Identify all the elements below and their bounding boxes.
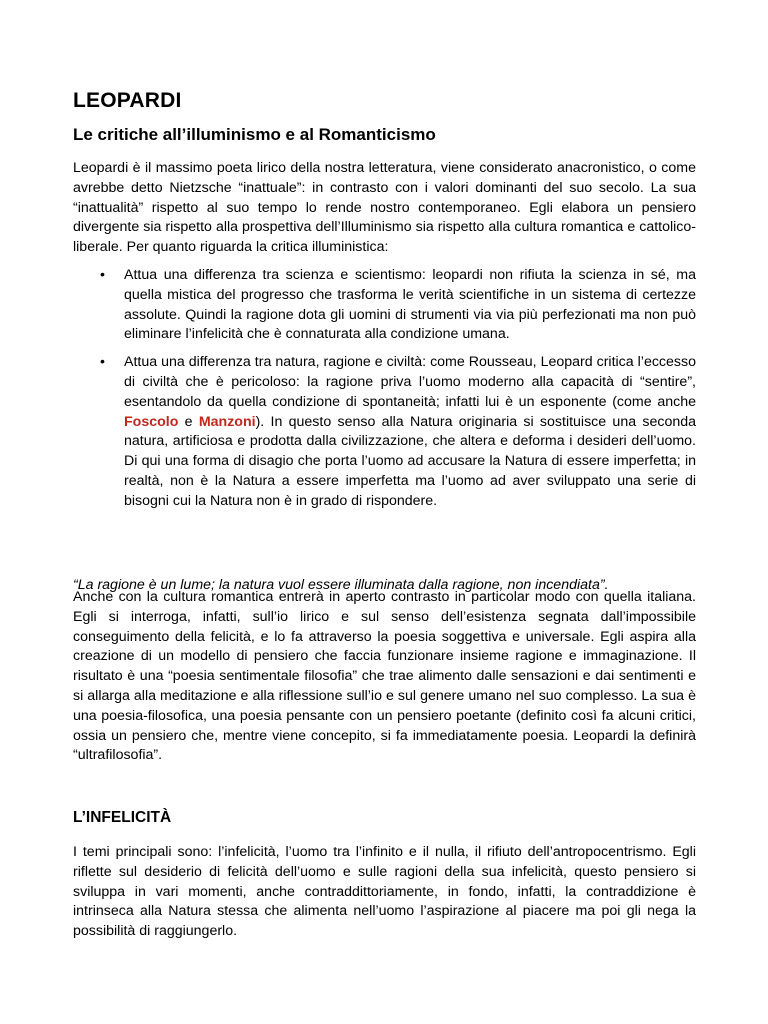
list-item-text: e <box>178 413 199 430</box>
section-subtitle: Le critiche all’illuminismo e al Romanticismo <box>73 125 436 144</box>
bullet-icon: • <box>100 267 105 283</box>
list-item <box>73 266 696 345</box>
infelicita-paragraph: I temi principali sono: l’infelicità, l’uomo tra l’infinito e il nulla, il rifiuto dell’antropocentrismo. Egli riflette sul desiderio di felicità dell’uomo e sulle ragioni della sua infelicità, questo pensiero si sviluppa in vari momenti, anche contraddittoriamente, in fondo, infatti, la contraddizione è intrinseca alla Natura stessa che alimenta nell’uomo l’aspirazione al piacere ma poi gli nega la possibilità di raggiungerlo. <box>73 844 696 940</box>
list-item-text: Attua una differenza tra scienza e scientismo: leopardi non rifiuta la scienza in sé, ma quella mistica del progresso che trasforma le verità scientifiche in un sistema di certezze assolute. Quindi la ragione dota gli uomini di strumenti via via più perfezionati ma non può eliminare l’infelicità che è connaturata alla condizione umana. <box>124 267 696 343</box>
list-item <box>73 353 696 511</box>
highlight-foscolo: Foscolo <box>124 413 179 430</box>
page-title: LEOPARDI <box>73 89 182 112</box>
list-item-text: Attua una differenza tra natura, ragione e civiltà: come Rousseau, Leopard critica l’eccesso di civiltà che è pericoloso: la ragione priva l’uomo moderno alla capacità di “sentire”, esentandolo da quella condizione di spontaneità; infatti lui è un esponente (come anche <box>124 354 696 410</box>
bullet-list <box>73 266 696 512</box>
highlight-manzoni: Manzoni <box>198 413 256 430</box>
section-heading: L’INFELICITÀ <box>73 809 172 826</box>
intro-paragraph: Leopardi è il massimo poeta lirico della nostra letteratura, viene considerato anacronistico, o come avrebbe detto Nietzsche “inattuale”: in contrasto con i valori dominanti del suo secolo. La sua “inattualità” rispetto al suo tempo lo rende nostro contemporaneo. Egli elabora un pensiero divergente sia rispetto alla prospettiva dell’Illuminismo sia rispetto alla cultura romantica e cattolico-liberale. Per quanto riguarda la critica illuministica: <box>73 160 696 256</box>
romantic-paragraph: Anche con la cultura romantica entrerà in aperto contrasto in particolar modo con quella italiana. Egli si interroga, infatti, sull’io lirico e sul senso dell’esistenza segnata dall’impossibile conseguimento della felicità, e lo fa attraverso la poesia soggettiva e universale. Egli aspira alla creazione di un modello di pensiero che faccia funzionare insieme ragione e immaginazione. Il risultato è una “poesia sentimentale filosofia” che trae alimento dalle sensazioni e dai sentimenti e si allarga alla meditazione e alla riflessione sull’io e sul genere umano nel suo complesso. La sua è una poesia-filosofica, una poesia pensante con un pensiero poetante (definito così fa alcuni critici, ossia un pensiero che, mentre viene concepito, si fa immediatamente poesia. Leopardi la definirà “ultrafilosofia”. <box>73 589 696 764</box>
list-item-text: ). In questo senso alla Natura originaria si sostituisce una seconda natura, artificiosa e prodotta dalla civilizzazione, che altera e deforma i desideri dell’uomo. Di qui una forma di disagio che porta l’uomo ad accusare la Natura di essere imperfetta; in realtà, non è la Natura a essere imperfetta ma l’uomo ad aver sviluppato una serie di bisogni cui la Natura non è in grado di rispondere. <box>124 413 697 509</box>
quote: “La ragione è un lume; la natura vuol essere illuminata dalla ragione, non incendiata”. <box>73 577 609 594</box>
bullet-icon: • <box>100 354 105 371</box>
